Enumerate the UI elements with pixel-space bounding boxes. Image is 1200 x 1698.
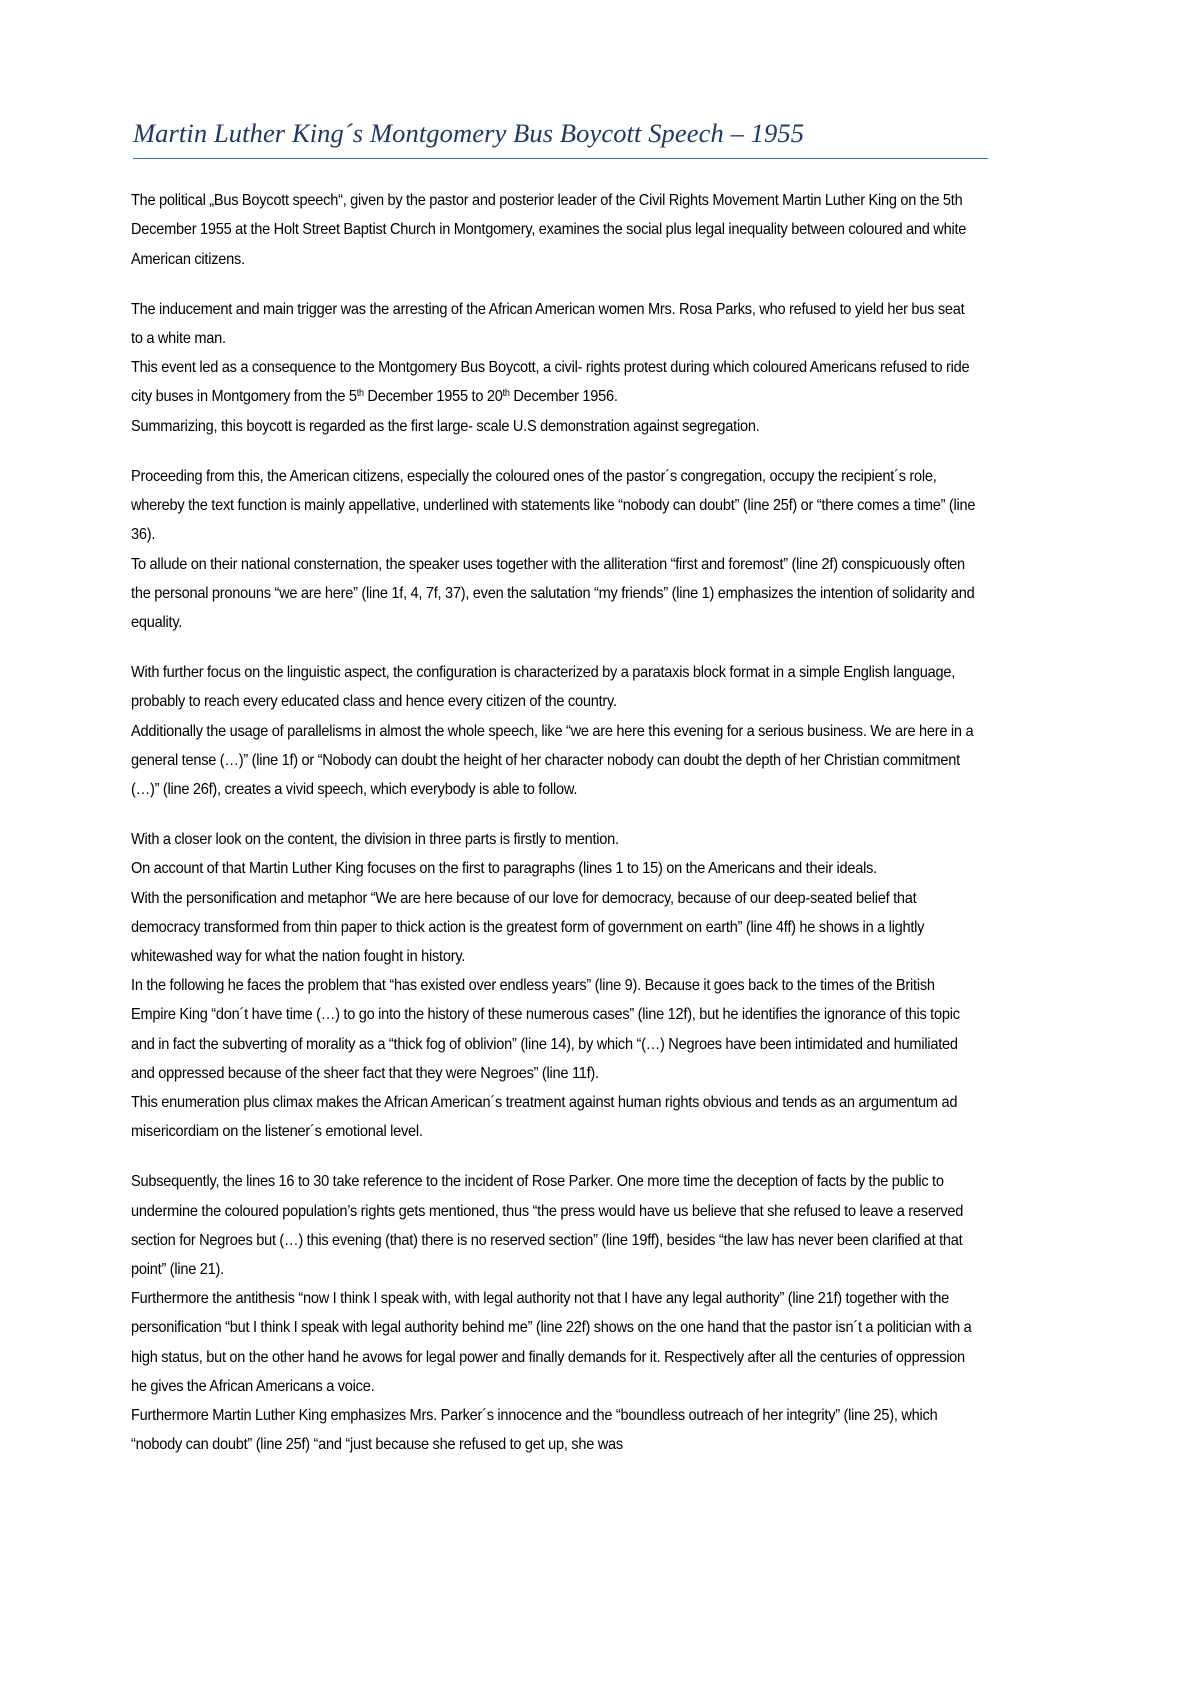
paragraph-rose-parker: Subsequently, the lines 16 to 30 take reference to the incident of Rose Parker. One more time the deception of facts by the public to undermine the coloured population’s rights gets mentioned, thus “the press would have us believe that she refused to leave a reserved section for Negroes but (…) this evening (that) there is no reserved section” (line 19ff), besides “the law has never been clarified at that point” (line 21). Furthermore the antithesis “now I think I speak with, with legal authority not that I have any legal authority” (line 21f) together with the personification “but I think I speak with legal authority behind me” (line 22f) shows on the one hand that the pastor isn´t a politician with a high status, but on the other hand he avows for legal power and finally demands for it. Respectively after all the centuries of oppression he gives the African Americans a voice. Furthermore Martin Luther King emphasizes Mrs. Parker´s innocence and the “boundless outreach of her integrity” (line 25), which “nobody can doubt” (line 25f) “and “just because she refused to get up, she was bbox=[131, 1173, 972, 1454]
paragraph-intro: The political „Bus Boycott speech“, given by the pastor and posterior leader of the Civil Rights Movement Martin Luther King on the 5th December 1955 at the Holt Street Baptist Church in Montgomery, examines the social plus legal inequality between coloured and white American citizens. bbox=[131, 192, 967, 268]
page-title: Martin Luther King´s Montgomery Bus Boycott Speech – 1955 bbox=[133, 118, 805, 148]
paragraph-linguistic-aspect: With further focus on the linguistic aspect, the configuration is characterized by a parataxis block format in a simple English language, probably to reach every educated class and hence every citizen of the country. Additionally the usage of parallelisms in almost the whole speech, like “we are here this evening for a serious business. We are here in a general tense (…)” (line 1f) or “Nobody can doubt the height of her character nobody can doubt the depth of her Christian commitment (…)” (line 26f), creates a vivid speech, which everybody is able to follow. bbox=[131, 664, 974, 798]
document-body bbox=[131, 186, 978, 1459]
title-divider bbox=[133, 158, 988, 159]
paragraph-inducement: The inducement and main trigger was the arresting of the African American women Mrs. Rosa Parks, who refused to yield her bus seat to a white man. This event led as a consequence to the Montgomery Bus Boycott, a civil- rights protest during which coloured Americans refused to ride city buses in Montgomery from the 5th December 1955 to 20th December 1956. Summarizing, this boycott is regarded as the first large- scale U.S demonstration against segregation. bbox=[131, 300, 970, 435]
paragraph-content-division: With a closer look on the content, the division in three parts is firstly to mention. On account of that Martin Luther King focuses on the first to paragraphs (lines 1 to 15) on the Americans and their ideals. With the personification and metaphor “We are here because of our love for democracy, because of our deep-seated belief that democracy transformed from thin paper to thick action is the greatest form of government on earth” (line 4ff) he shows in a lightly whitewashed way for what the nation fought in history. In the following he faces the problem that “has existed over endless years” (line 9). Because it goes back to the times of the British Empire King “don´t have time (…) to go into the history of these numerous cases” (line 12f), but he identifies the ignorance of this topic and in fact the subverting of morality as a “thick fog of oblivion” (line 14), by which “(…) Negroes have been intimidated and humiliated and oppressed because of the sheer fact that they were Negroes” (line 11f). This enumeration plus climax makes the African American´s treatment against human rights obvious and tends as an argumentum ad misericordiam on the listener´s emotional level. bbox=[131, 831, 960, 1141]
paragraph-recipient-role: Proceeding from this, the American citizens, especially the coloured ones of the pastor´s congregation, occupy the recipient´s role, whereby the text function is mainly appellative, underlined with statements like “nobody can doubt” (line 25f) or “there comes a time” (line 36). To allude on their national consternation, the speaker uses together with the alliteration “first and foremost” (line 2f) conspicuously often the personal pronouns “we are here” (line 1f, 4, 7f, 37), even the salutation “my friends” (line 1) emphasizes the intention of solidarity and equality. bbox=[131, 467, 976, 631]
